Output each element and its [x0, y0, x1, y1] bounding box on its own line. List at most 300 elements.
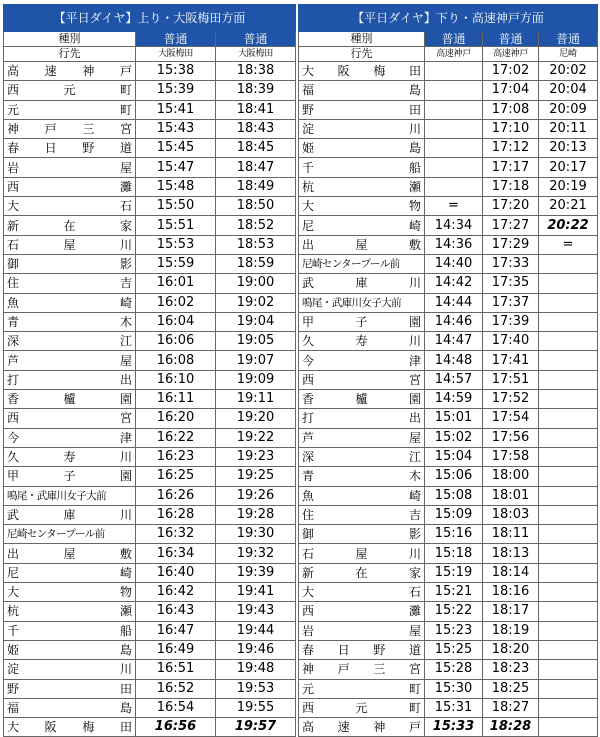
timetable-row	[299, 197, 598, 216]
station-name: 甲子園	[4, 467, 136, 486]
departure-time: 15:06	[425, 467, 483, 486]
timetable-row	[299, 525, 598, 544]
station-name: 青木	[4, 312, 136, 331]
departure-time	[539, 505, 598, 524]
departure-time: 18:53	[216, 235, 296, 254]
timetable-row	[4, 177, 296, 196]
departure-time: 19:41	[216, 583, 296, 602]
departure-time: 20:02	[539, 62, 598, 81]
timetable-row	[299, 139, 598, 158]
right-title: 【平日ダイヤ】下り・高速神戸方面	[299, 5, 598, 32]
departure-time: 17:10	[483, 119, 539, 138]
departure-time: 15:23	[425, 621, 483, 640]
departure-time: 15:30	[425, 679, 483, 698]
station-name: 姫島	[4, 640, 136, 659]
timetable-row	[4, 197, 296, 216]
station-name: 石屋川	[4, 235, 136, 254]
station-name: 大石	[299, 583, 425, 602]
departure-time: 14:36	[425, 235, 483, 254]
station-name: 香櫨園	[299, 390, 425, 409]
departure-time: 17:35	[483, 274, 539, 293]
station-name: 大石	[4, 197, 136, 216]
departure-time: 17:51	[483, 370, 539, 389]
departure-time: 15:16	[425, 525, 483, 544]
left-train-type-2: 普通	[216, 32, 296, 47]
station-name: 新在家	[4, 216, 136, 235]
station-name: 御影	[4, 254, 136, 273]
departure-time: 19:43	[216, 602, 296, 621]
departure-time: 19:22	[216, 428, 296, 447]
departure-time	[425, 100, 483, 119]
departure-time: 17:56	[483, 428, 539, 447]
timetable-row	[4, 332, 296, 351]
departure-time: 17:20	[483, 197, 539, 216]
departure-time: 18:28	[483, 718, 539, 737]
departure-time: 17:40	[483, 332, 539, 351]
station-name: 福島	[299, 81, 425, 100]
left-kind-label: 種別	[4, 32, 136, 47]
departure-time: 16:01	[136, 274, 216, 293]
timetable-row	[299, 467, 598, 486]
departure-time: 16:02	[136, 293, 216, 312]
departure-time: 19:07	[216, 351, 296, 370]
departure-time: 19:44	[216, 621, 296, 640]
departure-time: 16:20	[136, 409, 216, 428]
departure-time: 15:25	[425, 640, 483, 659]
station-name: 今津	[4, 428, 136, 447]
timetable-row	[4, 235, 296, 254]
departure-time	[539, 640, 598, 659]
departure-time: 19:00	[216, 274, 296, 293]
timetable-row	[4, 544, 296, 563]
station-name: 高速神戸	[4, 62, 136, 81]
timetable-row	[299, 274, 598, 293]
departure-time	[539, 293, 598, 312]
station-name: 大阪梅田	[299, 62, 425, 81]
station-name: 千船	[4, 621, 136, 640]
timetable-row	[4, 274, 296, 293]
timetable-row	[4, 254, 296, 273]
station-name: 尼崎	[4, 563, 136, 582]
departure-time: 15:43	[136, 119, 216, 138]
station-name: 春日野道	[4, 139, 136, 158]
departure-time	[539, 332, 598, 351]
timetable-row	[299, 660, 598, 679]
departure-time: 17:29	[483, 235, 539, 254]
departure-time: 19:39	[216, 563, 296, 582]
departure-time	[539, 583, 598, 602]
departure-time: 14:44	[425, 293, 483, 312]
departure-time: 15:08	[425, 486, 483, 505]
departure-time: 16:49	[136, 640, 216, 659]
departure-time: 14:57	[425, 370, 483, 389]
departure-time: 19:26	[216, 486, 296, 505]
departure-time: 15:01	[425, 409, 483, 428]
departure-time: 18:41	[216, 100, 296, 119]
departure-time: 17:52	[483, 390, 539, 409]
timetable-row	[4, 467, 296, 486]
timetable-row	[4, 81, 296, 100]
station-name: 元町	[4, 100, 136, 119]
timetable-row	[299, 640, 598, 659]
departure-time	[539, 486, 598, 505]
left-destination-2: 大阪梅田	[216, 47, 296, 62]
station-name: 石屋川	[299, 544, 425, 563]
departure-time: 17:58	[483, 447, 539, 466]
station-name: 大物	[4, 583, 136, 602]
right-train-type-1: 普通	[425, 32, 483, 47]
departure-time: 16:54	[136, 698, 216, 717]
station-name: 新在家	[299, 563, 425, 582]
station-name: 西宮	[4, 409, 136, 428]
departure-time: 18:27	[483, 698, 539, 717]
departure-time: 16:47	[136, 621, 216, 640]
station-name: 春日野道	[299, 640, 425, 659]
departure-time: 16:11	[136, 390, 216, 409]
timetable-row	[4, 62, 296, 81]
departure-time: 15:02	[425, 428, 483, 447]
departure-time	[539, 525, 598, 544]
timetable-row	[299, 583, 598, 602]
departure-time: 16:32	[136, 525, 216, 544]
timetable-row	[299, 216, 598, 235]
departure-time: 18:01	[483, 486, 539, 505]
departure-time: 16:04	[136, 312, 216, 331]
departure-time: 16:51	[136, 660, 216, 679]
timetable-row	[4, 100, 296, 119]
station-name: 野田	[4, 679, 136, 698]
departure-time: 14:48	[425, 351, 483, 370]
departure-time: 18:13	[483, 544, 539, 563]
departure-time: 20:21	[539, 197, 598, 216]
station-name: 魚崎	[299, 486, 425, 505]
departure-time	[425, 177, 483, 196]
departure-time: 20:22	[539, 216, 598, 235]
timetable-row	[4, 505, 296, 524]
station-name: 西元町	[299, 698, 425, 717]
departure-time	[539, 698, 598, 717]
departure-time: =	[425, 197, 483, 216]
timetable-row	[299, 158, 598, 177]
departure-time: 14:40	[425, 254, 483, 273]
station-name: 香櫨園	[4, 390, 136, 409]
timetable-row	[4, 583, 296, 602]
departure-time: 17:39	[483, 312, 539, 331]
timetable-row	[299, 119, 598, 138]
station-name: 深江	[4, 332, 136, 351]
left-timetable	[3, 4, 296, 737]
departure-time: 18:23	[483, 660, 539, 679]
right-destination-1: 高速神戸	[425, 47, 483, 62]
departure-time: 16:26	[136, 486, 216, 505]
departure-time	[425, 62, 483, 81]
departure-time: 15:50	[136, 197, 216, 216]
departure-time: 18:16	[483, 583, 539, 602]
right-train-type-2: 普通	[483, 32, 539, 47]
station-name: 福島	[4, 698, 136, 717]
station-name: 西元町	[4, 81, 136, 100]
departure-time: 18:50	[216, 197, 296, 216]
departure-time: 15:39	[136, 81, 216, 100]
station-name: 岩屋	[4, 158, 136, 177]
departure-time: 20:04	[539, 81, 598, 100]
timetable-row	[4, 698, 296, 717]
timetable-row	[4, 640, 296, 659]
departure-time: 18:11	[483, 525, 539, 544]
departure-time: 19:48	[216, 660, 296, 679]
timetable-row	[299, 447, 598, 466]
departure-time	[539, 602, 598, 621]
station-name: 西灘	[299, 602, 425, 621]
departure-time: 19:02	[216, 293, 296, 312]
departure-time: 16:10	[136, 370, 216, 389]
timetable-row	[4, 351, 296, 370]
station-name: 杭瀬	[299, 177, 425, 196]
departure-time: 17:27	[483, 216, 539, 235]
right-destination-2: 高速神戸	[483, 47, 539, 62]
departure-time: 20:13	[539, 139, 598, 158]
timetable-row	[299, 679, 598, 698]
departure-time: 15:18	[425, 544, 483, 563]
departure-time: 15:21	[425, 583, 483, 602]
departure-time: 19:53	[216, 679, 296, 698]
departure-time: 16:23	[136, 447, 216, 466]
departure-time: 19:32	[216, 544, 296, 563]
departure-time: 17:54	[483, 409, 539, 428]
station-name: 元町	[299, 679, 425, 698]
timetable-row	[4, 312, 296, 331]
departure-time: 18:20	[483, 640, 539, 659]
departure-time: 16:08	[136, 351, 216, 370]
left-dest-label: 行先	[4, 47, 136, 62]
right-kind-label: 種別	[299, 32, 425, 47]
station-name: 御影	[299, 525, 425, 544]
timetable-row	[299, 100, 598, 119]
departure-time: 18:52	[216, 216, 296, 235]
station-name: 千船	[299, 158, 425, 177]
timetable-row	[299, 544, 598, 563]
timetable-row	[4, 139, 296, 158]
station-name: 今津	[299, 351, 425, 370]
departure-time: 18:39	[216, 81, 296, 100]
departure-time	[539, 679, 598, 698]
timetable-row	[4, 158, 296, 177]
timetable-row	[4, 602, 296, 621]
departure-time: 15:45	[136, 139, 216, 158]
timetable-row	[299, 293, 598, 312]
station-name: 久寿川	[299, 332, 425, 351]
departure-time: 17:12	[483, 139, 539, 158]
departure-time	[539, 660, 598, 679]
right-timetable	[298, 4, 598, 737]
timetable-row	[4, 621, 296, 640]
timetable-row	[299, 177, 598, 196]
departure-time: 15:09	[425, 505, 483, 524]
departure-time: 14:47	[425, 332, 483, 351]
departure-time: 17:37	[483, 293, 539, 312]
departure-time: =	[539, 235, 598, 254]
right-train-type-3: 普通	[539, 32, 598, 47]
departure-time: 16:43	[136, 602, 216, 621]
timetable-row	[4, 409, 296, 428]
departure-time	[425, 81, 483, 100]
departure-time: 18:43	[216, 119, 296, 138]
departure-time: 18:03	[483, 505, 539, 524]
departure-time: 15:38	[136, 62, 216, 81]
departure-time: 18:25	[483, 679, 539, 698]
timetable-row	[299, 505, 598, 524]
departure-time: 18:38	[216, 62, 296, 81]
departure-time: 18:00	[483, 467, 539, 486]
departure-time: 19:05	[216, 332, 296, 351]
left-train-type-1: 普通	[136, 32, 216, 47]
departure-time: 15:47	[136, 158, 216, 177]
timetable-row	[299, 390, 598, 409]
departure-time: 19:23	[216, 447, 296, 466]
timetable-row	[4, 718, 296, 737]
station-name: 淀川	[299, 119, 425, 138]
timetable-row	[299, 351, 598, 370]
departure-time: 15:51	[136, 216, 216, 235]
timetable-row	[4, 216, 296, 235]
departure-time: 16:25	[136, 467, 216, 486]
station-name: 深江	[299, 447, 425, 466]
station-name: 住吉	[4, 274, 136, 293]
station-name: 大阪梅田	[4, 718, 136, 737]
timetable-row	[4, 525, 296, 544]
left-timetable-panel	[3, 4, 295, 737]
departure-time: 15:31	[425, 698, 483, 717]
timetable-row	[4, 660, 296, 679]
departure-time: 16:56	[136, 718, 216, 737]
station-name: 高速神戸	[299, 718, 425, 737]
departure-time	[539, 563, 598, 582]
station-name: 青木	[299, 467, 425, 486]
departure-time: 20:09	[539, 100, 598, 119]
departure-time: 15:41	[136, 100, 216, 119]
left-title: 【平日ダイヤ】上り・大阪梅田方面	[4, 5, 296, 32]
station-name: 久寿川	[4, 447, 136, 466]
station-name: 芦屋	[4, 351, 136, 370]
departure-time	[539, 621, 598, 640]
departure-time: 15:28	[425, 660, 483, 679]
station-name: 杭瀬	[4, 602, 136, 621]
departure-time	[539, 467, 598, 486]
departure-time: 18:14	[483, 563, 539, 582]
timetable-row	[4, 119, 296, 138]
station-name: 野田	[299, 100, 425, 119]
station-name: 岩屋	[299, 621, 425, 640]
station-name: 西灘	[4, 177, 136, 196]
timetable-row	[299, 486, 598, 505]
timetable-row	[299, 718, 598, 737]
departure-time: 18:47	[216, 158, 296, 177]
station-name: 出屋敷	[4, 544, 136, 563]
station-name: 鳴尾・武庫川女子大前	[299, 293, 425, 312]
departure-time	[539, 312, 598, 331]
timetable-row	[4, 390, 296, 409]
timetable-row	[299, 602, 598, 621]
departure-time: 19:57	[216, 718, 296, 737]
departure-time: 17:17	[483, 158, 539, 177]
departure-time: 17:18	[483, 177, 539, 196]
departure-time	[539, 254, 598, 273]
departure-time	[539, 274, 598, 293]
station-name: 大物	[299, 197, 425, 216]
timetable-row	[299, 81, 598, 100]
departure-time: 16:06	[136, 332, 216, 351]
timetable-row	[299, 62, 598, 81]
station-name: 姫島	[299, 139, 425, 158]
departure-time: 15:48	[136, 177, 216, 196]
departure-time: 17:04	[483, 81, 539, 100]
departure-time: 20:19	[539, 177, 598, 196]
station-name: 住吉	[299, 505, 425, 524]
timetable-row	[4, 486, 296, 505]
departure-time	[425, 119, 483, 138]
departure-time	[425, 158, 483, 177]
station-name: 鳴尾・武庫川女子大前	[4, 486, 136, 505]
station-name: 武庫川	[4, 505, 136, 524]
timetable-row	[299, 370, 598, 389]
departure-time: 19:46	[216, 640, 296, 659]
departure-time: 15:19	[425, 563, 483, 582]
timetable-row	[299, 332, 598, 351]
departure-time: 19:04	[216, 312, 296, 331]
timetable-row	[299, 428, 598, 447]
departure-time: 18:49	[216, 177, 296, 196]
departure-time: 14:34	[425, 216, 483, 235]
departure-time	[539, 718, 598, 737]
timetable-row	[299, 312, 598, 331]
departure-time	[539, 447, 598, 466]
station-name: 打出	[4, 370, 136, 389]
departure-time: 16:28	[136, 505, 216, 524]
departure-time: 17:02	[483, 62, 539, 81]
departure-time: 19:28	[216, 505, 296, 524]
station-name: 淀川	[4, 660, 136, 679]
departure-time: 18:17	[483, 602, 539, 621]
station-name: 神戸三宮	[299, 660, 425, 679]
departure-time: 20:17	[539, 158, 598, 177]
departure-time: 15:59	[136, 254, 216, 273]
departure-time: 16:42	[136, 583, 216, 602]
timetable-row	[299, 698, 598, 717]
timetable-row	[4, 679, 296, 698]
departure-time: 17:08	[483, 100, 539, 119]
timetable-row	[299, 563, 598, 582]
station-name: 魚崎	[4, 293, 136, 312]
departure-time: 18:59	[216, 254, 296, 273]
departure-time: 16:34	[136, 544, 216, 563]
station-name: 出屋敷	[299, 235, 425, 254]
right-timetable-panel	[298, 4, 597, 737]
departure-time	[539, 370, 598, 389]
timetable-row	[4, 428, 296, 447]
timetable-row	[299, 254, 598, 273]
departure-time: 14:59	[425, 390, 483, 409]
station-name: 尼崎センタープール前	[4, 525, 136, 544]
left-destination-1: 大阪梅田	[136, 47, 216, 62]
departure-time: 16:52	[136, 679, 216, 698]
departure-time	[539, 351, 598, 370]
right-destination-3: 尼崎	[539, 47, 598, 62]
departure-time	[539, 544, 598, 563]
departure-time: 15:53	[136, 235, 216, 254]
departure-time: 19:09	[216, 370, 296, 389]
station-name: 芦屋	[299, 428, 425, 447]
departure-time: 14:46	[425, 312, 483, 331]
